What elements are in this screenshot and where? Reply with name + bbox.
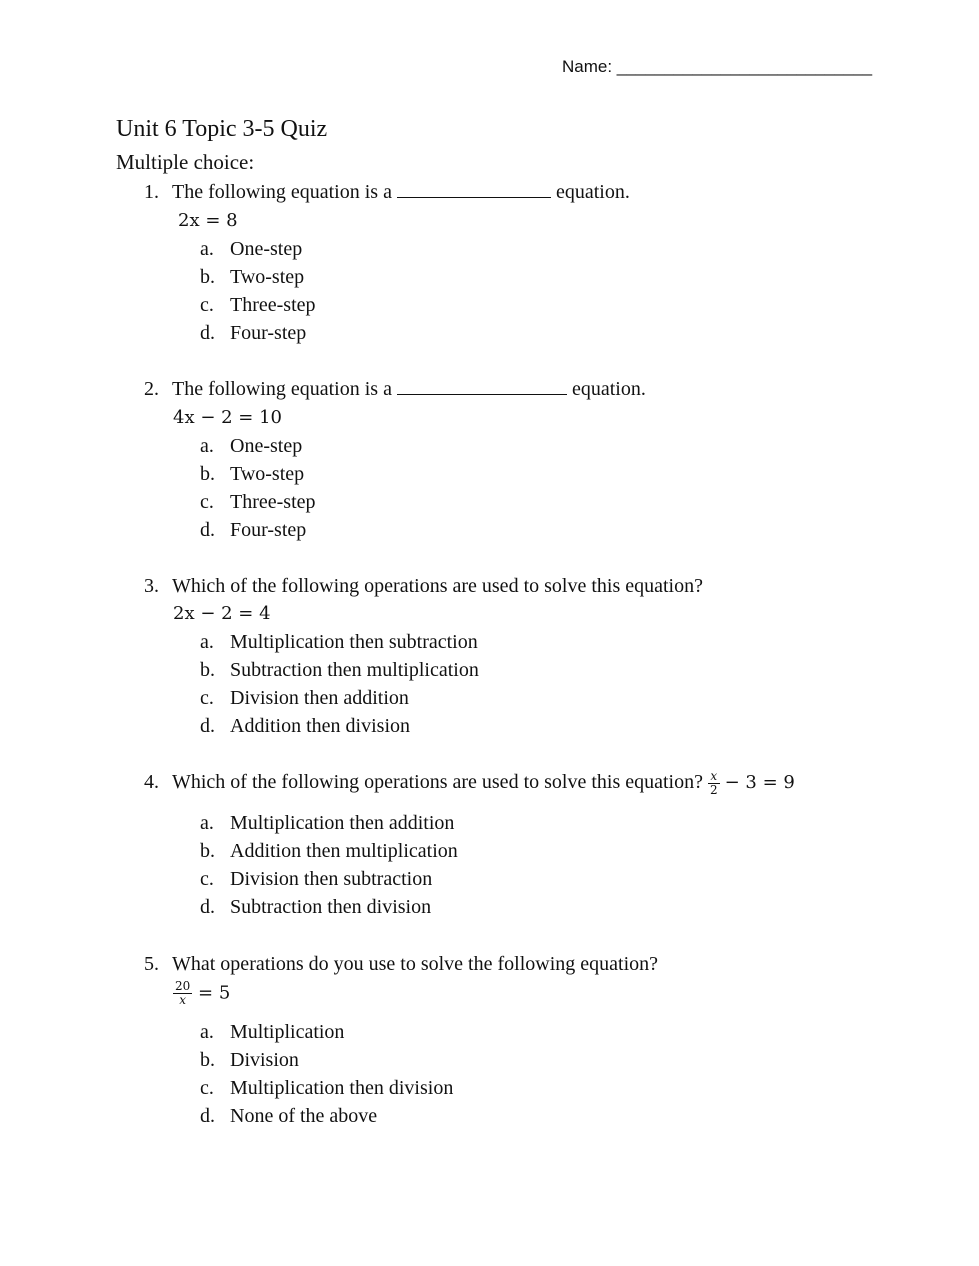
option-letter: c. <box>200 868 214 890</box>
fraction <box>708 770 720 797</box>
question-text: Which of the following operations are used to solve this equation? <box>172 575 703 597</box>
question-4 <box>144 770 795 797</box>
option-text: Division then subtraction <box>230 868 433 890</box>
option[interactable] <box>200 266 304 289</box>
option-letter: d. <box>200 322 215 344</box>
question-2 <box>144 378 646 401</box>
option-text: Addition then division <box>230 715 410 737</box>
option-letter: a. <box>200 435 214 457</box>
question-number: 1. <box>144 181 159 203</box>
page-title: Unit 6 Topic 3-5 Quiz <box>116 116 328 142</box>
option[interactable] <box>200 631 478 654</box>
fraction-numerator: 20 <box>175 979 191 993</box>
option-text: Addition then multiplication <box>230 840 458 862</box>
option[interactable] <box>200 322 306 345</box>
option[interactable] <box>200 896 431 919</box>
fraction-numerator: x <box>708 770 720 784</box>
question-3 <box>144 575 703 598</box>
option-text: Subtraction then division <box>230 896 432 918</box>
option-letter: d. <box>200 896 215 918</box>
option-text: One-step <box>230 238 303 260</box>
option[interactable] <box>200 687 409 710</box>
question-text: The following equation is a <box>172 181 397 203</box>
question-number: 4. <box>144 771 159 794</box>
question-text: What operations do you use to solve the following equation? <box>172 953 659 975</box>
option-text: Multiplication then addition <box>230 812 455 834</box>
equation: 2x = 8 <box>178 210 238 231</box>
option[interactable] <box>200 1021 344 1044</box>
option[interactable] <box>200 1077 453 1100</box>
fraction-denominator: x <box>179 993 187 1007</box>
option-text: Three-step <box>230 294 316 316</box>
option[interactable] <box>200 491 316 514</box>
option-text: Multiplication then division <box>230 1077 454 1099</box>
equation <box>173 980 230 1007</box>
option-text: Division <box>230 1049 299 1071</box>
option-letter: b. <box>200 463 215 485</box>
option-text: None of the above <box>230 1105 378 1127</box>
question-text: Which of the following operations are used to solve this equation? <box>172 771 703 794</box>
option[interactable] <box>200 868 432 891</box>
option-letter: d. <box>200 715 215 737</box>
option-letter: a. <box>200 1021 214 1043</box>
option-letter: b. <box>200 840 215 862</box>
option-text: Subtraction then multiplication <box>230 659 479 681</box>
option-letter: a. <box>200 631 214 653</box>
option[interactable] <box>200 435 302 458</box>
question-5 <box>144 953 658 976</box>
option-text: Four-step <box>230 519 307 541</box>
option-letter: c. <box>200 491 214 513</box>
option-text: Multiplication <box>230 1021 345 1043</box>
option-letter: d. <box>200 519 215 541</box>
equation-rest: − 3 = 9 <box>724 772 795 794</box>
section-heading: Multiple choice: <box>116 150 255 174</box>
option[interactable] <box>200 519 306 542</box>
option[interactable] <box>200 238 302 261</box>
option[interactable] <box>200 463 304 486</box>
option[interactable] <box>200 294 316 317</box>
option[interactable] <box>200 715 410 738</box>
question-text-end: equation. <box>550 181 630 203</box>
option-text: Two-step <box>230 463 305 485</box>
equation: 4x − 2 = 10 <box>173 407 283 428</box>
option[interactable] <box>200 840 458 863</box>
equation: 2x − 2 = 4 <box>173 603 271 624</box>
option[interactable] <box>200 1049 299 1072</box>
option-text: Multiplication then subtraction <box>230 631 478 653</box>
question-number: 2. <box>144 378 159 400</box>
option-letter: b. <box>200 1049 215 1071</box>
option-text: Division then addition <box>230 687 409 709</box>
option-text: Three-step <box>230 491 316 513</box>
question-number: 3. <box>144 575 159 597</box>
option-letter: b. <box>200 659 215 681</box>
answer-blank <box>397 380 567 395</box>
question-number: 5. <box>144 953 159 975</box>
option-letter: c. <box>200 1077 214 1099</box>
question-1 <box>144 181 630 204</box>
answer-blank <box>397 183 551 198</box>
option-letter: b. <box>200 266 215 288</box>
question-text: The following equation is a <box>172 378 397 400</box>
option-letter: c. <box>200 294 214 316</box>
option-letter: d. <box>200 1105 215 1127</box>
fraction-denominator: 2 <box>709 783 718 797</box>
option-letter: a. <box>200 812 214 834</box>
option[interactable] <box>200 659 479 682</box>
option-text: Four-step <box>230 322 307 344</box>
option-text: Two-step <box>230 266 305 288</box>
option[interactable] <box>200 1105 377 1128</box>
question-text-end: equation. <box>566 378 646 400</box>
option-letter: c. <box>200 687 214 709</box>
option-letter: a. <box>200 238 214 260</box>
equation-rest: = 5 <box>198 982 231 1004</box>
option-text: One-step <box>230 435 303 457</box>
name-field[interactable]: Name: ___________________________ <box>562 57 873 76</box>
option[interactable] <box>200 812 454 835</box>
fraction <box>173 980 192 1007</box>
